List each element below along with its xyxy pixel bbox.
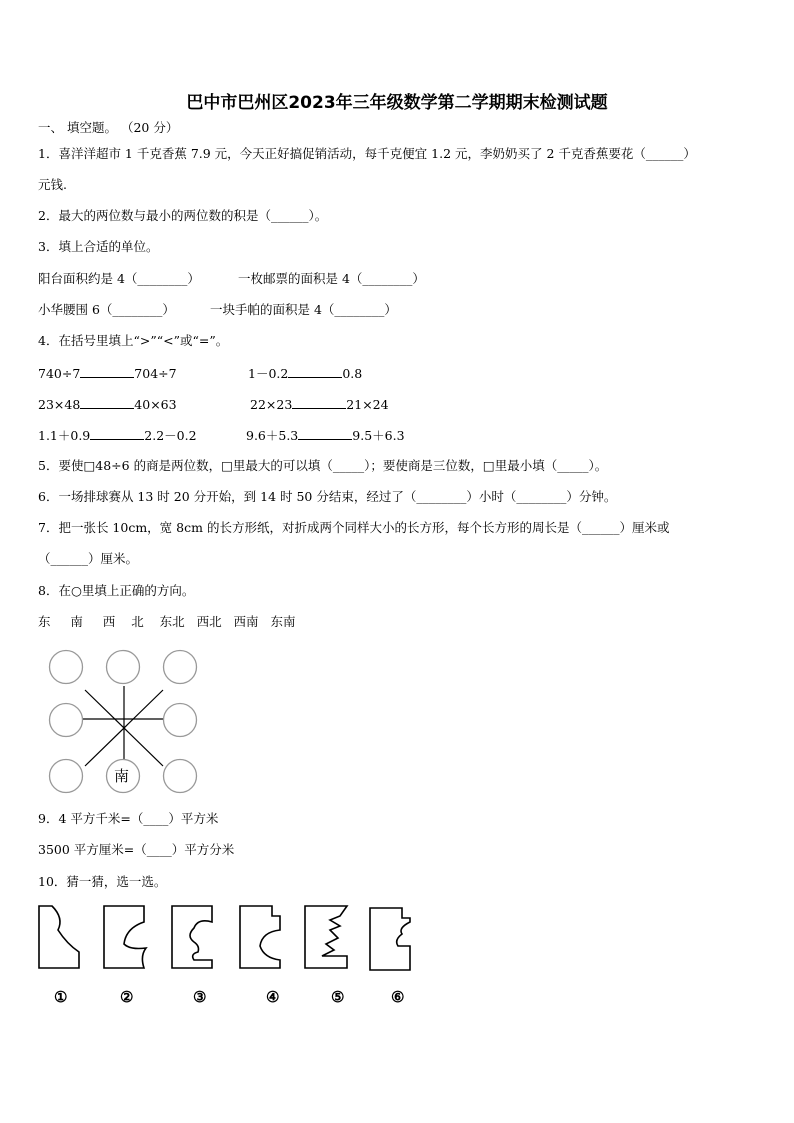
answer-blank[interactable] bbox=[288, 365, 342, 378]
compare-left: 1.1＋0.9 bbox=[38, 428, 91, 443]
direction-option: 西南 bbox=[233, 614, 259, 629]
compare-row bbox=[38, 365, 177, 382]
compare-right: 704÷7 bbox=[134, 366, 177, 381]
compare-left: 740÷7 bbox=[38, 366, 81, 381]
direction-option: 南 bbox=[70, 614, 83, 629]
compare-left: 9.6＋5.3 bbox=[246, 428, 299, 443]
compare-right: 9.5＋6.3 bbox=[352, 428, 405, 443]
question-5: 5．要使□48÷6 的商是两位数，□里最大的可以填（_____）；要使商是三位数，□里最小填（_____）。 bbox=[38, 458, 608, 473]
compare-row bbox=[246, 427, 405, 444]
shape-label-4: ④ bbox=[266, 988, 280, 1006]
answer-blank[interactable] bbox=[298, 427, 352, 440]
question-3-item: 一枚邮票的面积是 4（________） bbox=[238, 271, 425, 286]
shape-piece-3 bbox=[172, 906, 212, 968]
shape-label-6: ⑥ bbox=[391, 988, 405, 1006]
shape-piece-1 bbox=[39, 906, 79, 968]
question-10-stem: 10．猜一猜，选一选。 bbox=[38, 874, 167, 889]
section-heading: 一、 填空题。 （20 分） bbox=[38, 120, 179, 135]
compare-right: 2.2－0.2 bbox=[144, 428, 197, 443]
question-8-stem: 8．在○里填上正确的方向。 bbox=[38, 583, 195, 598]
question-9-line1: 9．4 平方千米=（____）平方米 bbox=[38, 811, 219, 826]
compare-row bbox=[38, 396, 177, 413]
direction-options bbox=[38, 614, 295, 630]
compare-row bbox=[38, 427, 197, 444]
compass-lines bbox=[82, 686, 166, 766]
compare-right: 21×24 bbox=[346, 397, 389, 412]
direction-circle-w bbox=[50, 704, 83, 737]
shape-label-2: ② bbox=[120, 988, 134, 1006]
answer-blank[interactable] bbox=[90, 427, 144, 440]
given-direction-label: 南 bbox=[114, 767, 130, 785]
question-3-item: 阳台面积约是 4（________） bbox=[38, 271, 200, 286]
shape-piece-5 bbox=[305, 906, 347, 968]
direction-option: 西北 bbox=[196, 614, 222, 629]
direction-circle-e bbox=[164, 704, 197, 737]
direction-circle-nw bbox=[50, 651, 83, 684]
question-3-item: 一块手帕的面积是 4（________） bbox=[210, 302, 397, 317]
compare-left: 1－0.2 bbox=[248, 366, 289, 381]
compare-row bbox=[250, 396, 389, 413]
direction-circle-ne bbox=[164, 651, 197, 684]
direction-option: 东北 bbox=[159, 614, 185, 629]
page-title: 巴中市巴州区2023年三年级数学第二学期期末检测试题 bbox=[186, 93, 608, 113]
question-2: 2．最大的两位数与最小的两位数的积是（______）。 bbox=[38, 208, 328, 223]
compare-row bbox=[248, 365, 362, 382]
shape-label-3: ③ bbox=[193, 988, 207, 1006]
shape-label-1: ① bbox=[54, 988, 68, 1006]
answer-blank[interactable] bbox=[292, 396, 346, 409]
compare-right: 40×63 bbox=[134, 397, 177, 412]
question-3-stem: 3．填上合适的单位。 bbox=[38, 239, 159, 254]
direction-circle-se bbox=[164, 760, 197, 793]
compare-left: 23×48 bbox=[38, 397, 81, 412]
shape-piece-2 bbox=[104, 906, 146, 968]
answer-blank[interactable] bbox=[80, 365, 134, 378]
compare-right: 0.8 bbox=[342, 366, 363, 381]
answer-blank[interactable] bbox=[80, 396, 134, 409]
question-9-line2: 3500 平方厘米=（____）平方分米 bbox=[38, 842, 235, 857]
question-1-line2: 元钱. bbox=[38, 177, 67, 192]
question-4-stem: 4．在括号里填上“>”“<”或“=”。 bbox=[38, 333, 229, 348]
direction-option: 北 bbox=[131, 614, 144, 629]
question-7-line1: 7．把一张长 10cm，宽 8cm 的长方形纸，对折成两个同样大小的长方形，每个长方形的周长是（______）厘米或 bbox=[38, 520, 670, 535]
shape-label-5: ⑤ bbox=[331, 988, 345, 1006]
direction-option: 东 bbox=[38, 614, 51, 629]
question-7-line2: （______）厘米。 bbox=[38, 551, 139, 566]
compass-line bbox=[85, 690, 163, 766]
compare-left: 22×23 bbox=[250, 397, 293, 412]
direction-option: 东南 bbox=[270, 614, 296, 629]
shape-piece-4 bbox=[240, 906, 280, 968]
question-1-line1: 1．喜洋洋超市 1 千克香蕉 7.9 元，今天正好搞促销活动，每千克便宜 1.2 元，李奶奶买了 2 千克香蕉要花（______） bbox=[38, 146, 696, 161]
question-3-item: 小华腰围 6（________） bbox=[38, 302, 175, 317]
compass-line bbox=[85, 690, 163, 766]
direction-circle-n bbox=[107, 651, 140, 684]
shape-piece-6 bbox=[370, 908, 410, 970]
direction-option: 西 bbox=[102, 614, 116, 629]
direction-circle-sw bbox=[50, 760, 83, 793]
question-6: 6．一场排球赛从 13 时 20 分开始，到 14 时 50 分结束，经过了（________）小时（________）分钟。 bbox=[38, 489, 617, 504]
